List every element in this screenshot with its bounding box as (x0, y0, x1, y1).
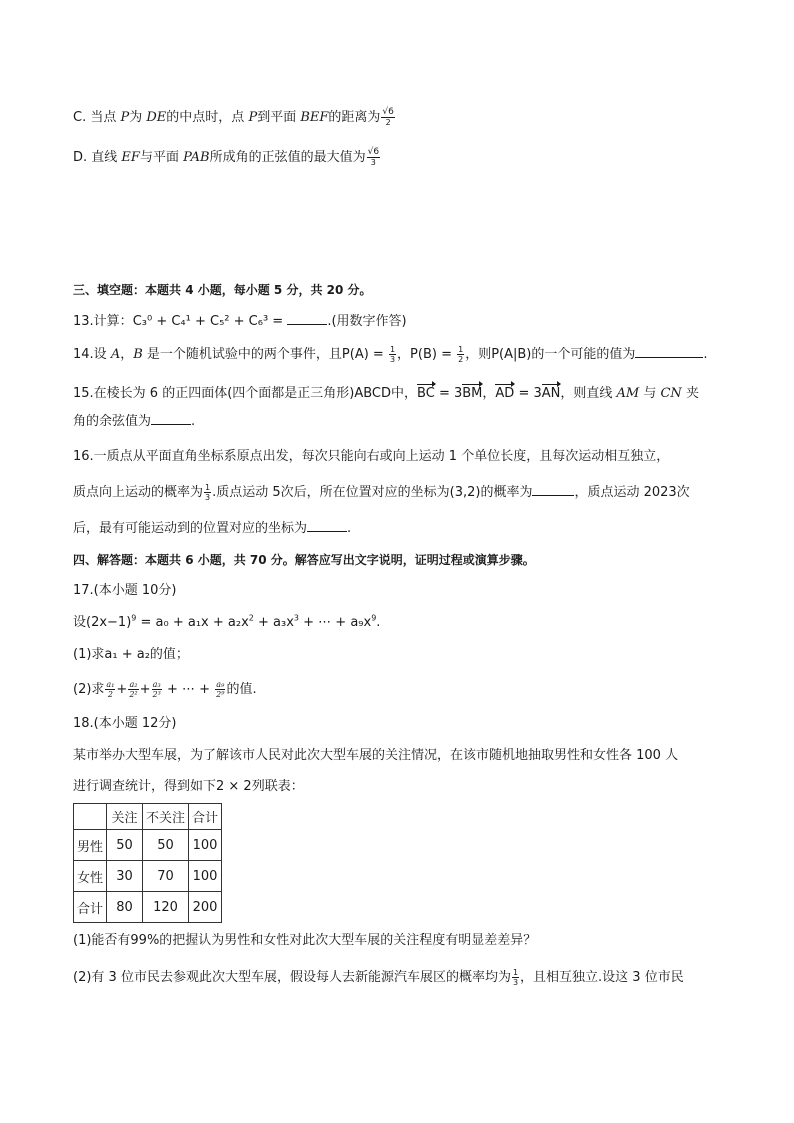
plus-sign: + (116, 682, 128, 697)
question-text: 某市举办大型车展，为了解该市人民对此次大型车展的关注情况，在该市随机地抽取男性和女性各 100 人 (73, 748, 679, 763)
fraction-denominator: 2⁹ (216, 690, 225, 699)
question-15 (73, 384, 699, 404)
heading-total: 20 (326, 283, 344, 297)
question-text: 的值. (226, 682, 257, 697)
plane-bef: BEF (300, 110, 329, 125)
vector-an: AN (542, 384, 561, 404)
exponent: 2 (248, 613, 254, 623)
fraction-denominator: 3 (512, 978, 519, 987)
question-18-para2 (73, 777, 304, 797)
option-d (73, 148, 381, 168)
fraction-numerator: 1 (458, 345, 464, 354)
option-c-text: 为 (129, 110, 147, 125)
question-text: . (347, 521, 352, 536)
answer-blank[interactable] (287, 312, 327, 325)
table-header-cell: 关注 (107, 804, 143, 830)
section-4-heading (73, 550, 535, 570)
question-note: .(用数字作答) (327, 314, 407, 329)
option-d-text: 所成角的正弦值的最大值为 (209, 150, 366, 165)
question-text: + ⋯ + (162, 682, 215, 697)
question-18-part2 (73, 968, 684, 988)
fraction-numerator: a₉ (216, 680, 225, 689)
question-16-line2 (73, 483, 690, 503)
question-text: 设(2x−1) (73, 615, 132, 630)
question-text: 后，最有可能运动到的位置对应的坐标为 (73, 521, 308, 536)
question-16 (73, 447, 669, 467)
option-c-text: 的距离为 (328, 110, 381, 125)
table-cell: 70 (143, 861, 189, 892)
question-text: ，P(B) = (397, 347, 457, 362)
point-p: P (120, 110, 130, 125)
event-b: B (133, 347, 143, 362)
question-text: 质点向上运动的概率为 (73, 485, 204, 500)
fraction (367, 148, 380, 167)
table-cell: 100 (189, 861, 222, 892)
table-cell: 合计 (74, 892, 107, 923)
answer-blank[interactable] (635, 345, 703, 358)
line-cn: CN (660, 386, 682, 401)
exponent: 3 (293, 613, 299, 623)
question-text: ， (120, 347, 134, 362)
heading-count: 4 (185, 283, 194, 297)
fraction-numerator: 1 (512, 968, 519, 977)
question-text: ，则P(A|B)的一个可能的值为 (465, 347, 636, 362)
fraction-denominator: 3 (205, 493, 211, 502)
question-text: = 3 (434, 386, 463, 401)
question-text: 夹 (681, 386, 699, 401)
table-header-cell: 不关注 (143, 804, 189, 830)
fraction (128, 680, 138, 699)
table-header-cell (74, 804, 107, 830)
table-cell: 200 (189, 892, 222, 923)
vector-ad: AD (495, 384, 514, 404)
table-cell: 30 (107, 861, 143, 892)
fraction (389, 345, 396, 364)
question-17-title (73, 581, 177, 601)
heading-text: 小题，共 (193, 553, 250, 567)
heading-text: 三、填空题：本题共 (73, 283, 186, 297)
fraction-numerator: √6 (382, 107, 394, 117)
point-p: P (248, 110, 258, 125)
table-header-cell: 合计 (189, 804, 222, 830)
question-text: (2)有 3 位市民去参观此次大型车展，假设每人去新能源汽车展区的概率均为 (73, 970, 511, 985)
heading-total: 70 (249, 553, 267, 567)
table-cell: 50 (143, 830, 189, 861)
fraction (512, 968, 519, 987)
table-cell: 100 (189, 830, 222, 861)
table-header-row (74, 804, 222, 830)
question-17-setup (73, 613, 380, 633)
question-text: 角的余弦值为 (73, 414, 152, 429)
table-cell: 男性 (74, 830, 107, 861)
fraction (204, 483, 211, 502)
question-text: 进行调查统计，得到如下2 × 2列联表： (73, 779, 304, 794)
heading-points: 5 (273, 283, 283, 297)
option-c (73, 108, 396, 128)
question-label: 13.计算： (73, 314, 133, 329)
question-15-line2 (73, 412, 195, 432)
fraction-numerator: a₃ (152, 680, 161, 689)
question-text: + ⋯ + a₉x (299, 615, 372, 630)
option-d-text: D. 直线 (73, 150, 122, 165)
question-text: . (703, 347, 708, 362)
exponent: 9 (131, 613, 137, 623)
question-18-part1 (73, 931, 536, 951)
vector-bm: BM (462, 384, 482, 404)
question-text: 是一个随机试验中的两个事件，且P(A) = (142, 347, 388, 362)
question-14 (73, 345, 708, 365)
question-title: 17.(本小题 10分) (73, 583, 177, 598)
table-cell: 80 (107, 892, 143, 923)
fraction-denominator: 2 (458, 355, 464, 364)
question-text: (1)求a₁ + a₂的值； (73, 647, 189, 662)
question-16-line3 (73, 519, 351, 539)
question-13 (73, 312, 407, 332)
option-c-text: C. 当点 (73, 110, 121, 125)
fraction-numerator: 1 (389, 345, 396, 354)
plus-sign: + (139, 682, 151, 697)
question-text: 与 (639, 386, 661, 401)
answer-blank[interactable] (151, 412, 191, 425)
fraction (152, 680, 162, 699)
answer-blank[interactable] (532, 483, 574, 496)
exponent: 9 (371, 613, 377, 623)
option-c-text: 的中点时，点 (166, 110, 249, 125)
segment-de: DE (146, 110, 167, 125)
question-text: .质点运动 5次后，所在位置对应的坐标为(3,2)的概率为 (212, 485, 533, 500)
question-text: + a₃x (253, 615, 294, 630)
fraction (381, 108, 394, 127)
question-17-part1 (73, 645, 189, 665)
table-cell: 女性 (74, 861, 107, 892)
table-cell: 50 (107, 830, 143, 861)
question-text: ，质点运动 2023次 (574, 485, 690, 500)
question-text: (1)能否有99%的把握认为男性和女性对此次大型车展的关注程度有明显差差异？ (73, 933, 537, 948)
question-text: (2)求 (73, 682, 105, 697)
heading-text: 小题，每小题 (193, 283, 274, 297)
fraction-numerator: a₁ (106, 680, 115, 689)
heading-text: 分。解答应写出文字说明，证明过程或演算步骤。 (266, 553, 535, 567)
question-text: 15.在棱长为 6 的正四面体(四个面都是正三角形)ABCD中， (73, 386, 418, 401)
fraction-denominator: 2² (129, 690, 138, 699)
question-text: . (376, 615, 381, 630)
fraction-denominator: 3 (389, 355, 396, 364)
section-3-heading (73, 280, 372, 300)
question-text: ，且相互独立.设这 3 位市民 (520, 970, 684, 985)
option-c-text: 到平面 (257, 110, 301, 125)
question-18-para1 (73, 746, 678, 766)
table-row (74, 861, 222, 892)
event-a: A (110, 347, 121, 362)
heading-text: 分。 (343, 283, 372, 297)
question-text: 14.设 (73, 347, 111, 362)
table-row (74, 830, 222, 861)
table-cell: 120 (143, 892, 189, 923)
heading-text: 四、解答题：本题共 (73, 553, 186, 567)
vector-bc: BC (417, 384, 435, 404)
answer-blank[interactable] (307, 519, 347, 532)
fraction-numerator: a₂ (129, 680, 138, 689)
fraction (457, 345, 464, 364)
fraction-denominator: 2³ (152, 690, 161, 699)
question-title: 18.(本小题 12分) (73, 716, 177, 731)
question-text: = 3 (514, 386, 542, 401)
combination-expression: C₃⁰ + C₄¹ + C₅² + C₆³ = (132, 314, 288, 329)
question-text: . (191, 414, 196, 429)
line-ef: EF (121, 150, 140, 165)
fraction-denominator: 2 (107, 690, 113, 699)
fraction-numerator: √6 (367, 147, 380, 157)
fraction-denominator: 3 (370, 158, 376, 167)
question-text: ，则直线 (560, 386, 617, 401)
fraction (105, 680, 115, 699)
question-text: ， (482, 386, 496, 401)
plane-pab: PAB (183, 150, 210, 165)
heading-count: 6 (185, 553, 194, 567)
question-text: = a₀ + a₁x + a₂x (136, 615, 249, 630)
fraction-numerator: 1 (205, 483, 211, 492)
fraction-denominator: 2 (385, 118, 391, 127)
question-17-part2 (73, 680, 257, 700)
heading-text: 分，共 (282, 283, 327, 297)
question-18-title (73, 714, 177, 734)
option-d-text: 与平面 (139, 150, 184, 165)
contingency-table (73, 803, 222, 923)
fraction (215, 680, 225, 699)
table-row (74, 892, 222, 923)
line-am: AM (616, 386, 640, 401)
question-text: 16.一质点从平面直角坐标系原点出发，每次只能向右或向上运动 1 个单位长度，且每次运动相互独立， (73, 449, 670, 464)
